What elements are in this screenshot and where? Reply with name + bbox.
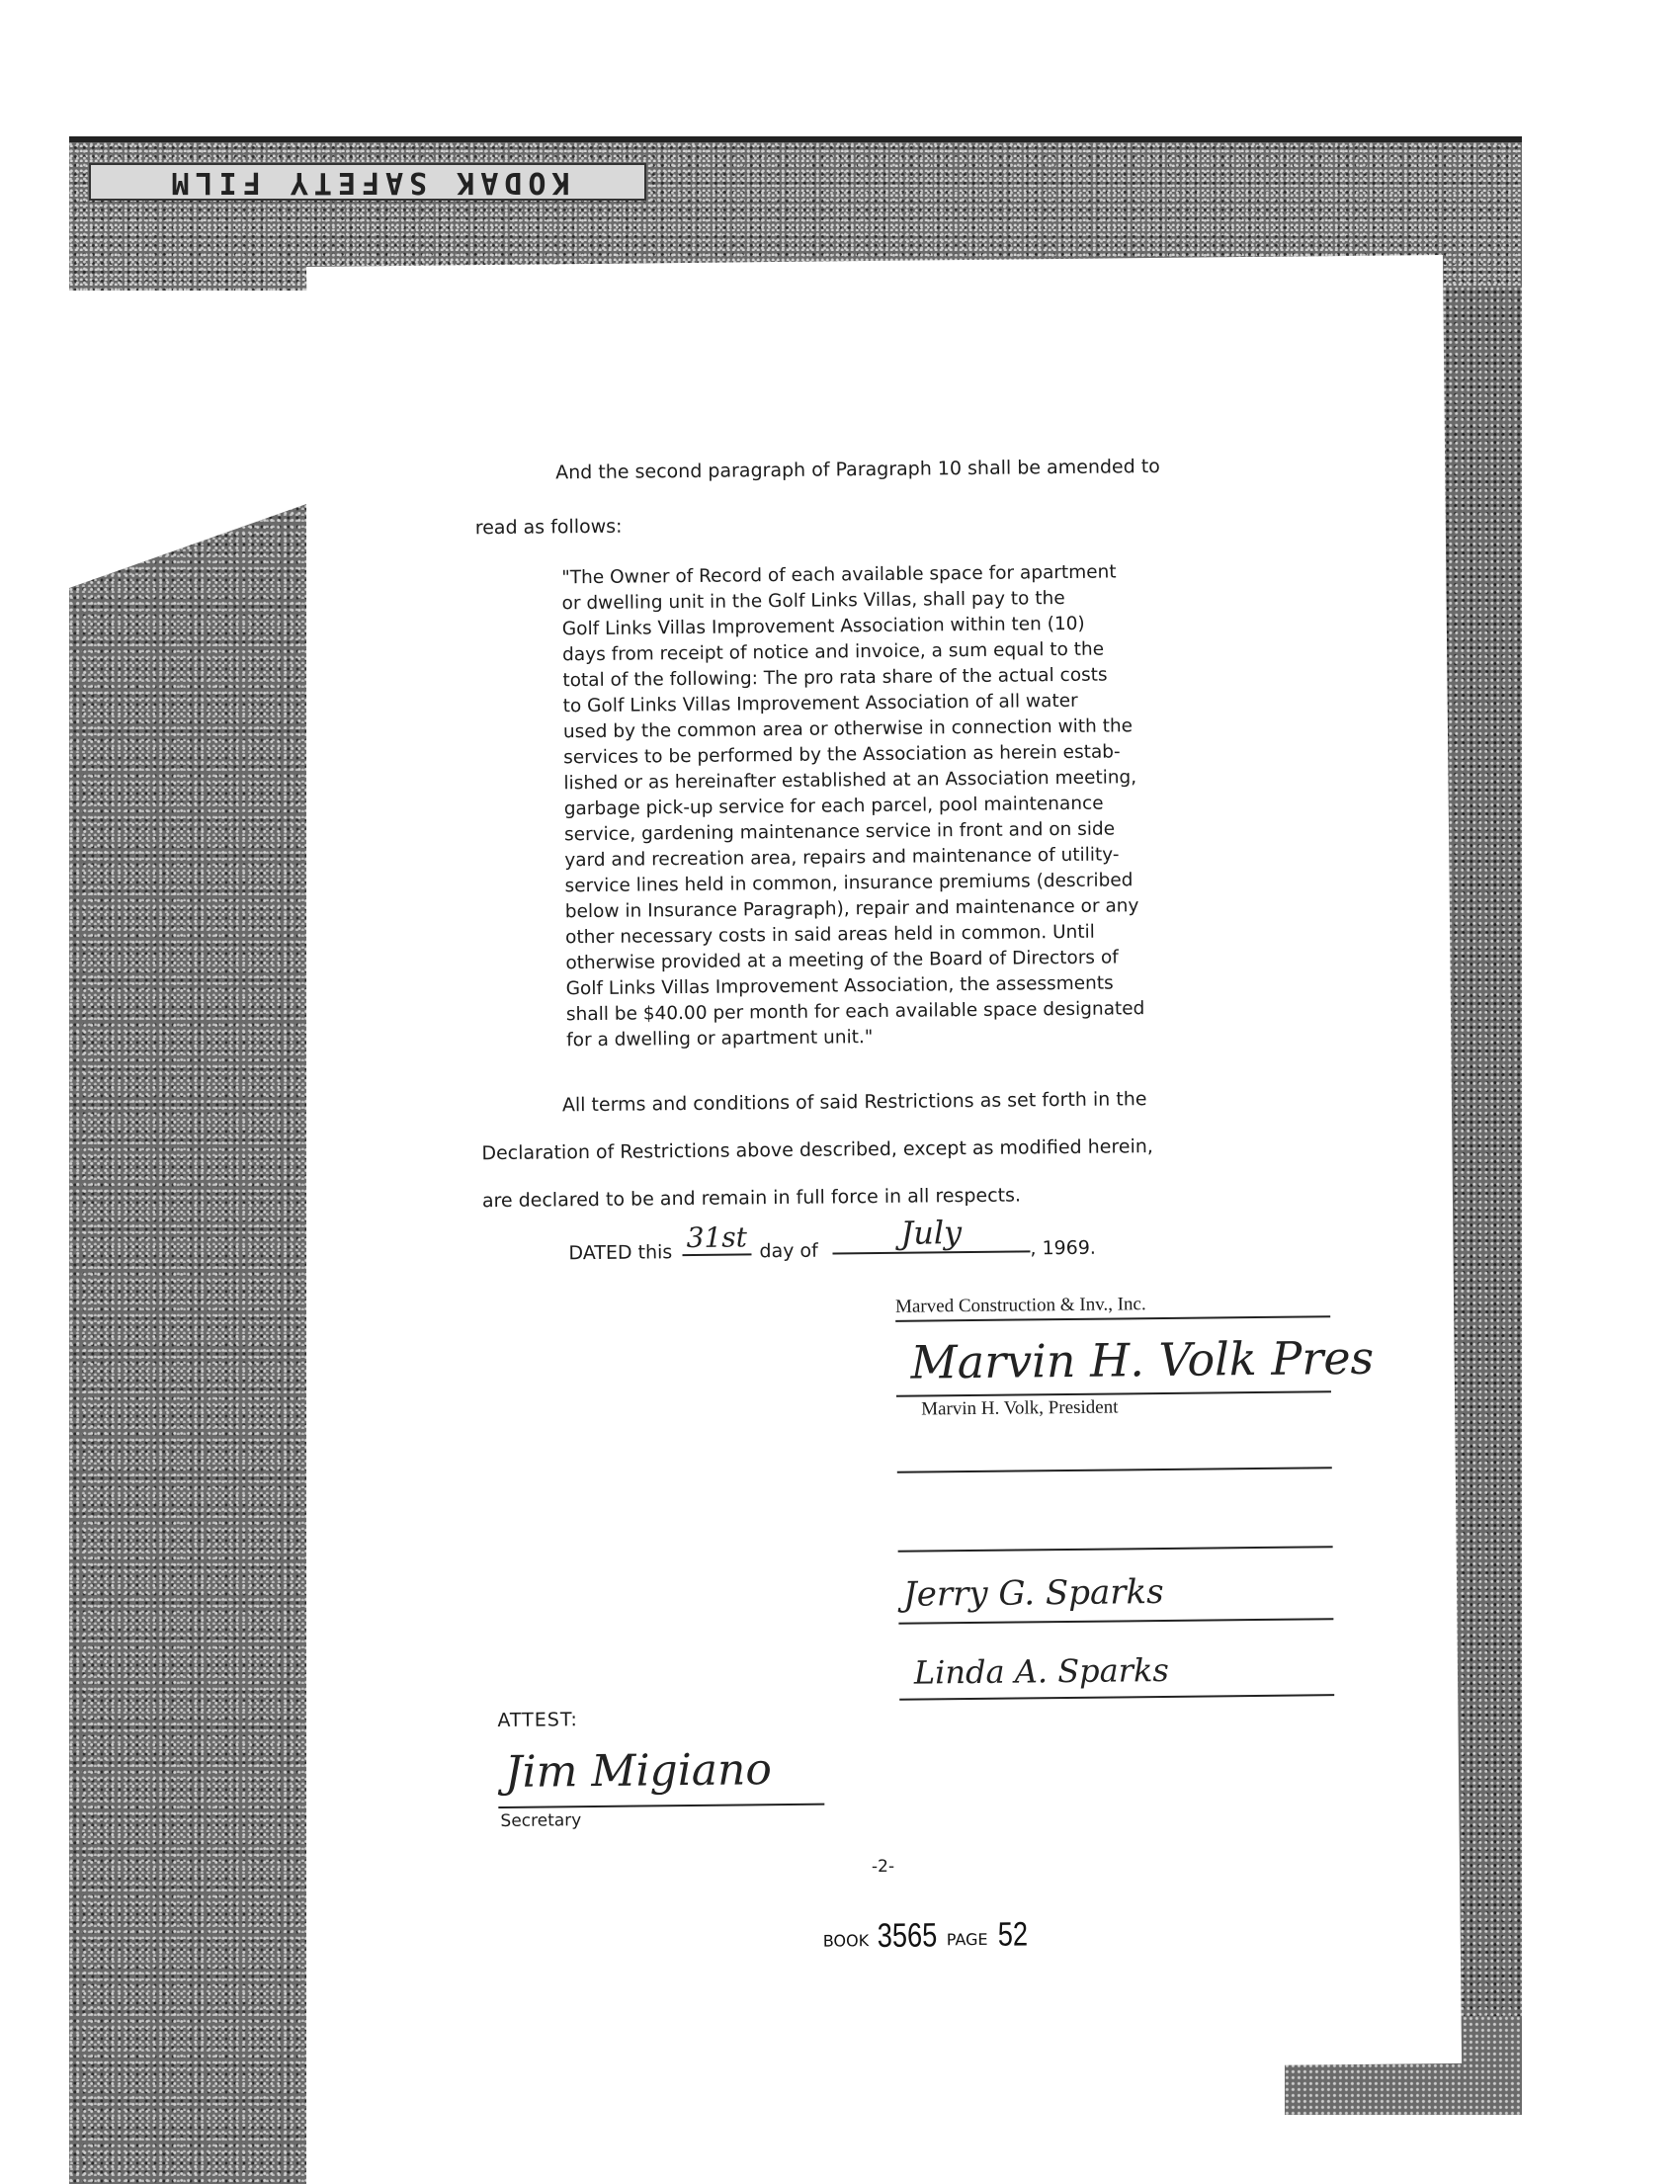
dated-year: , 1969. — [1030, 1236, 1097, 1260]
quote-line: "The Owner of Record of each available space for apartment — [561, 561, 1117, 589]
signature-rule-4 — [898, 1618, 1333, 1625]
quote-line: for a dwelling or apartment unit." — [566, 1027, 874, 1051]
signature-2: Jerry G. Sparks — [902, 1571, 1164, 1615]
quote-line: or dwelling unit in the Golf Links Villas, shall pay to the — [561, 587, 1065, 615]
signature-president: Marvin H. Volk Pres — [910, 1330, 1375, 1389]
quote-line: services to be performed by the Association as herein estab- — [563, 741, 1121, 769]
dated-day-handwritten: 31st — [682, 1220, 751, 1256]
signature-3: Linda A. Sparks — [913, 1650, 1169, 1692]
page-label: PAGE — [946, 1929, 988, 1950]
quote-line: Golf Links Villas Improvement Association within ten (10) — [561, 613, 1085, 640]
quote-line: to Golf Links Villas Improvement Association of all water — [562, 690, 1078, 717]
quote-line: shall be $40.00 per month for each available space designated — [565, 998, 1145, 1026]
quote-line: days from receipt of notice and invoice, a sum equal to the — [562, 638, 1105, 666]
quote-line: below in Insurance Paragraph), repair and maintenance or any — [564, 895, 1139, 923]
quote-line: otherwise provided at a meeting of the Board of Directors of — [565, 947, 1119, 974]
signature-rule-5 — [899, 1694, 1334, 1701]
quote-line: Golf Links Villas Improvement Association, the assessments — [565, 972, 1114, 1000]
book-label: BOOK — [822, 1931, 870, 1951]
film-edge-label: KODAK SAFETY FILM — [89, 163, 646, 201]
quote-line: service lines held in common, insurance premiums (described — [564, 870, 1134, 897]
quote-line: lished or as hereinafter established at an Association meeting, — [563, 767, 1137, 795]
intro-line-1: And the second paragraph of Paragraph 10 shall be amended to — [555, 455, 1160, 484]
quoted-amendment — [561, 557, 1317, 1053]
dated-month-handwritten: July — [832, 1213, 1030, 1254]
page-number-recorded: 52 — [997, 1915, 1029, 1954]
quote-line: yard and recreation area, repairs and maintenance of utility- — [564, 844, 1120, 872]
quote-line: used by the common area or otherwise in connection with the — [562, 715, 1134, 743]
quote-line: garbage pick-up service for each parcel, pool maintenance — [563, 793, 1104, 820]
attest-label: ATTEST: — [497, 1709, 578, 1732]
dated-middle: day of — [759, 1239, 818, 1263]
quote-line: other necessary costs in said areas held in common. Until — [565, 921, 1095, 949]
dated-prefix: DATED this — [568, 1241, 673, 1265]
terms-line-3: are declared to be and remain in full force in all respects. — [481, 1184, 1022, 1213]
book-number: 3565 — [877, 1916, 938, 1956]
secretary-rule — [498, 1804, 824, 1808]
quote-line: service, gardening maintenance service in front and on side — [563, 818, 1116, 846]
terms-line-1: All terms and conditions of said Restrictions as set forth in the — [561, 1088, 1147, 1117]
signature-rule-3 — [898, 1546, 1333, 1553]
terms-line-2: Declaration of Restrictions above described, except as modified herein, — [481, 1135, 1153, 1165]
signature-secretary: Jim Migiano — [504, 1744, 773, 1798]
secretary-title: Secretary — [500, 1810, 582, 1832]
intro-line-2: read as follows: — [474, 515, 623, 540]
signature-rule-2 — [897, 1467, 1332, 1473]
film-border-left — [69, 504, 306, 2184]
document-page — [306, 255, 1462, 2075]
signer-president: Marvin H. Volk, President — [921, 1396, 1119, 1420]
company-name: Marved Construction & Inv., Inc. — [894, 1294, 1146, 1317]
quote-line: total of the following: The pro rata share of the actual costs — [562, 664, 1108, 692]
page-number: -2- — [871, 1856, 895, 1878]
